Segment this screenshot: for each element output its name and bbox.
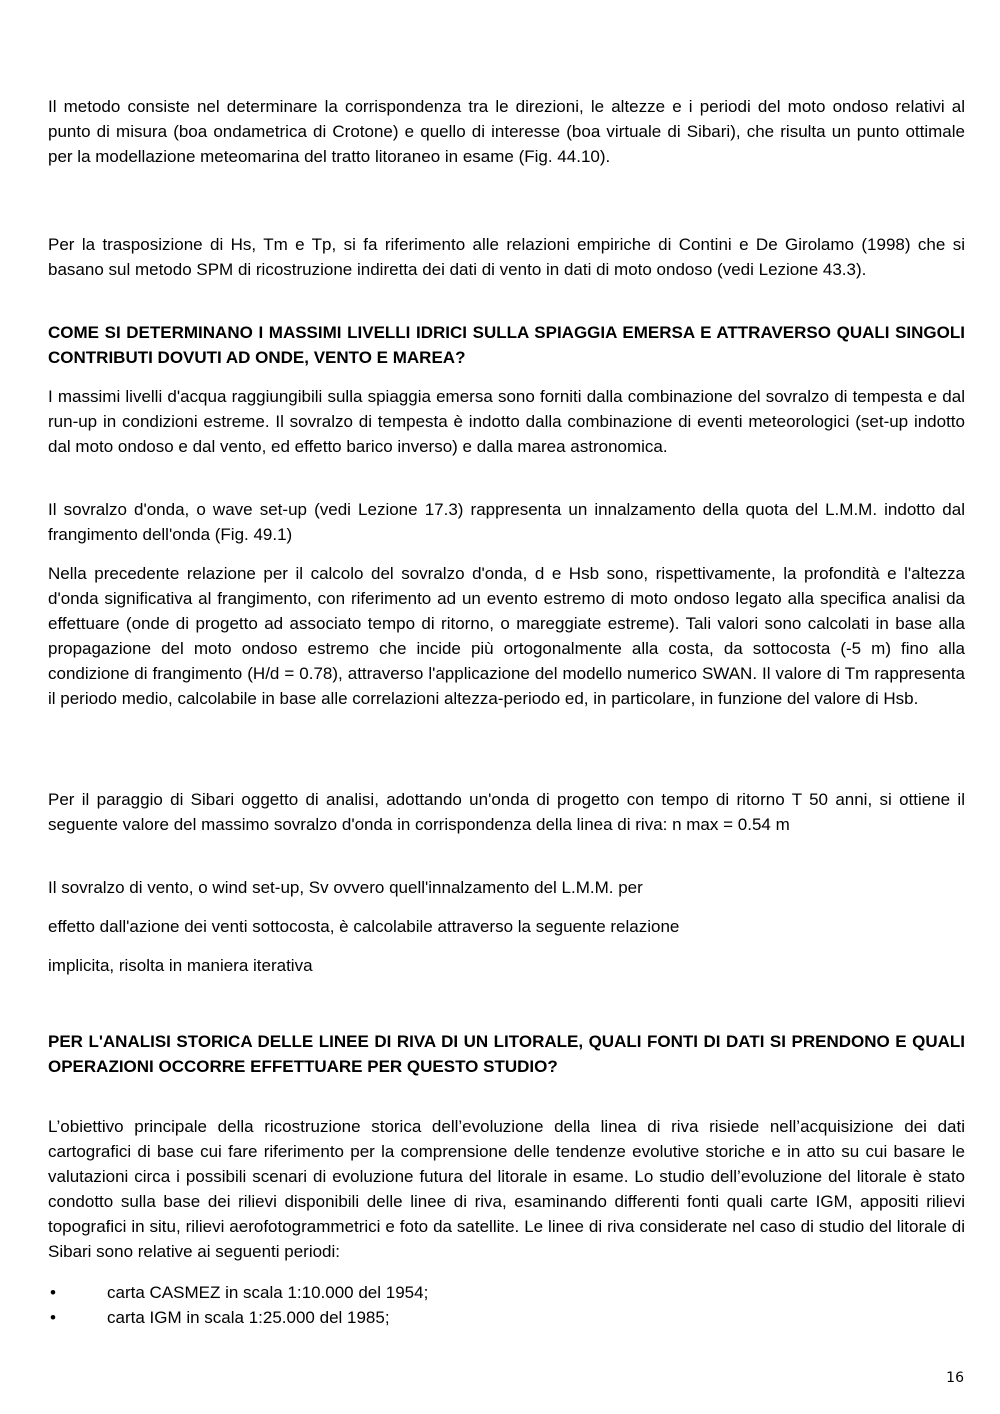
bullet-marker: •	[50, 1283, 56, 1302]
page-number: 16	[946, 1370, 964, 1386]
paragraph-sibari-result: Per il paraggio di Sibari oggetto di analisi, adottando un'onda di progetto con tempo di ritorno T 50 anni, si ottiene il seguente valore del massimo sovralzo d'onda in corrispondenza della linea di riva: n max = 0.54 m	[48, 790, 965, 834]
list-item	[48, 1280, 965, 1305]
paragraph-wind-setup-3: implicita, risolta in maniera iterativa	[48, 956, 313, 975]
paragraph-transposition: Per la trasposizione di Hs, Tm e Tp, si fa riferimento alle relazioni empiriche di Contini e De Girolamo (1998) che si basano sul metodo SPM di ricostruzione indiretta dei dati di vento in dati di moto ondoso (vedi Lezione 43.3).	[48, 235, 965, 279]
bullet-marker: •	[50, 1308, 56, 1327]
heading-shoreline-analysis: PER L'ANALISI STORICA DELLE LINEE DI RIVA DI UN LITORALE, QUALI FONTI DI DATI SI PRENDONO E QUALI OPERAZIONI OCCORRE EFFETTUARE PER QUESTO STUDIO?	[48, 1032, 965, 1076]
paragraph-method: Il metodo consiste nel determinare la corrispondenza tra le direzioni, le altezze e i periodi del moto ondoso relativi al punto di misura (boa ondametrica di Crotone) e quello di interesse (boa virtuale di Sibari), che risulta un punto ottimale per la modellazione meteomarina del tratto litoraneo in esame (Fig. 44.10).	[48, 97, 965, 166]
list-item-text: carta CASMEZ in scala 1:10.000 del 1954;	[107, 1283, 429, 1302]
list-item-text: carta IGM in scala 1:25.000 del 1985;	[107, 1308, 390, 1327]
paragraph-wind-setup-2: effetto dall'azione dei venti sottocosta, è calcolabile attraverso la seguente relazione	[48, 917, 680, 936]
paragraph-max-water-levels: I massimi livelli d'acqua raggiungibili sulla spiaggia emersa sono forniti dalla combinazione del sovralzo di tempesta e dal run-up in condizioni estreme. Il sovralzo di tempesta è indotto dalla combinazione di eventi meteorologici (set-up indotto dal moto ondoso e dal vento, ed effetto barico inverso) e dalla marea astronomica.	[48, 387, 965, 456]
paragraph-shoreline-objective: L’obiettivo principale della ricostruzione storica dell’evoluzione della linea di riva risiede nell’acquisizione dei dati cartografici di base cui fare riferimento per la comprensione delle tendenze evolutive storiche e in atto su cui basare le valutazioni circa i possibili scenari di evoluzione futura del litorale in esame. Lo studio dell’evoluzione del litorale è stato condotto sulla base dei rilievi disponibili delle linee di riva, esaminando differenti fonti quali carte IGM, appositi rilievi topografici in situ, rilievi aerofotogrammetrici e foto da satellite. Le linee di riva considerate nel caso di studio del litorale di Sibari sono relative ai seguenti periodi:	[48, 1117, 965, 1261]
list-item	[48, 1305, 965, 1330]
paragraph-wind-setup-1: Il sovralzo di vento, o wind set-up, Sv ovvero quell'innalzamento del L.M.M. per	[48, 878, 643, 897]
paragraph-setup-calculation: Nella precedente relazione per il calcolo del sovralzo d'onda, d e Hsb sono, rispettivamente, la profondità e l'altezza d'onda significativa al frangimento, con riferimento ad un evento estremo di moto ondoso legato alla specifica analisi da effettuare (onde di progetto ad associato tempo di ritorno, o mareggiate estreme). Tali valori sono calcolati in base alla propagazione del moto ondoso estremo che incide più ortogonalmente alla costa, da sottocosta (-5 m) fino alla condizione di frangimento (H/d = 0.78), attraverso l'applicazione del modello numerico SWAN. Il valore di Tm rappresenta il periodo medio, calcolabile in base alle correlazioni altezza-periodo ed, in particolare, in funzione del valore di Hsb.	[48, 564, 965, 708]
heading-max-water-levels: COME SI DETERMINANO I MASSIMI LIVELLI IDRICI SULLA SPIAGGIA EMERSA E ATTRAVERSO QUALI SINGOLI CONTRIBUTI DOVUTI AD ONDE, VENTO E MAREA?	[48, 323, 965, 367]
paragraph-wave-setup: Il sovralzo d'onda, o wave set-up (vedi Lezione 17.3) rappresenta un innalzamento della quota del L.M.M. indotto dal frangimento dell'onda (Fig. 49.1)	[48, 500, 965, 544]
